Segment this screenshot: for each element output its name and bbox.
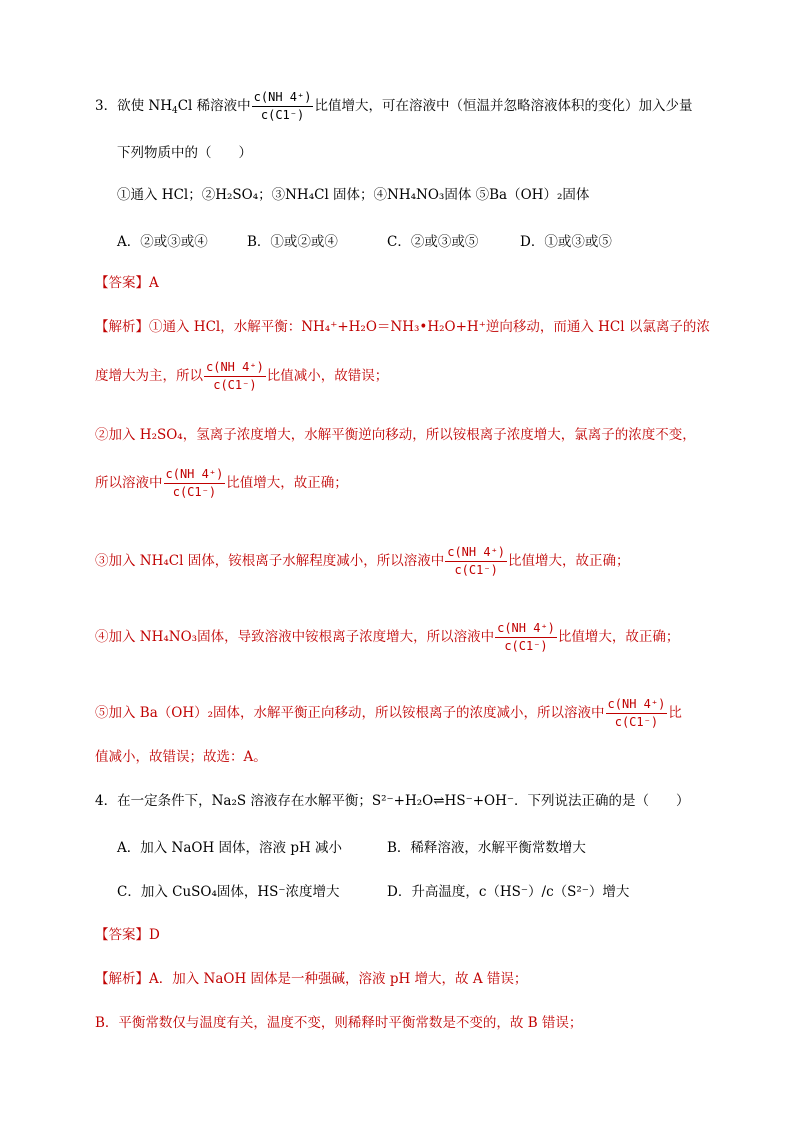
q4-analysis-b: B．平衡常数仅与温度有关，温度不变，则稀释时平衡常数是不变的，故 B 错误； — [95, 1015, 583, 1031]
ratio-fraction — [204, 360, 266, 393]
q3-analysis-1-line2 — [95, 360, 388, 393]
q4-analysis-a-text: A．加入 NaOH 固体是一种强碱，溶液 pH 增大，故 A 错误； — [149, 971, 528, 987]
q3-analysis-5-line1 — [95, 697, 682, 730]
q3-stem-part-c: 比值增大，可在溶液中（恒温并忽略溶液体积的变化）加入少量 — [314, 98, 693, 114]
q3-analysis-1-part-a: 度增大为主，所以 — [95, 368, 203, 384]
q3-analysis-3-part-a: ③加入 NH₄Cl 固体，铵根离子水解程度减小，所以溶液中 — [95, 553, 445, 569]
fraction-numerator: c(NH 4⁺) — [445, 545, 507, 562]
q3-analysis-1-part-b: 比值减小，故错误； — [266, 368, 389, 384]
q3-option-c: C．②或③或⑤ — [387, 234, 479, 250]
fraction-numerator: c(NH 4⁺) — [164, 467, 226, 484]
q3-analysis-2-line2 — [95, 467, 348, 500]
q4-option-d: D．升高温度，c（HS⁻）/c（S²⁻）增大 — [387, 884, 630, 900]
fraction-denominator: c(C1⁻) — [614, 715, 659, 729]
q3-analysis-3-part-b: 比值增大，故正确； — [508, 553, 630, 569]
q3-option-d: D．①或③或⑤ — [520, 234, 612, 250]
q3-analysis-2-line1: ②加入 H₂SO₄，氢离子浓度增大，水解平衡逆向移动，所以铵根离子浓度增大，氯离子的浓度不变， — [95, 427, 696, 443]
q4-stem: 4．在一定条件下，Na₂S 溶液存在水解平衡；S²⁻+H₂O⇌HS⁻+OH⁻．下列说法正确的是（ ） — [95, 793, 690, 809]
ratio-fraction — [495, 621, 557, 654]
q4-answer-value: D — [149, 927, 160, 943]
q3-analysis-4-part-a: ④加入 NH₄NO₃固体，导致溶液中铵根离子浓度增大，所以溶液中 — [95, 629, 495, 645]
fraction-numerator: c(NH 4⁺) — [204, 360, 266, 377]
q4-answer-line — [95, 926, 160, 944]
q4-option-c: C．加入 CuSO₄固体，HS⁻浓度增大 — [117, 884, 340, 900]
ratio-fraction — [164, 467, 226, 500]
fraction-numerator: c(NH 4⁺) — [252, 90, 314, 107]
fraction-denominator: c(C1⁻) — [260, 108, 305, 122]
answer-tag: 【答案】 — [95, 275, 149, 291]
q3-analysis-2-part-a: 所以溶液中 — [95, 475, 163, 491]
q3-stem-line1 — [95, 90, 692, 123]
q3-stem-part-b: Cl 稀溶液中 — [177, 98, 251, 114]
q3-stem-line2: 下列物质中的（ ） — [117, 145, 252, 161]
q3-analysis-5-part-b: 比 — [668, 705, 682, 721]
q3-analysis-3 — [95, 545, 630, 578]
ratio-fraction — [445, 545, 507, 578]
q3-analysis-1-line1 — [95, 318, 710, 336]
q4-analysis-a — [95, 970, 527, 988]
answer-tag: 【答案】 — [95, 927, 149, 943]
q3-stem-sub: 4 — [171, 106, 178, 116]
q3-answer-value: A — [149, 275, 159, 291]
q3-answer-line — [95, 274, 159, 292]
analysis-tag: 【解析】 — [95, 971, 149, 987]
analysis-tag: 【解析】 — [95, 319, 149, 335]
fraction-numerator: c(NH 4⁺) — [495, 621, 557, 638]
q3-stem-part-a: 3．欲使 NH — [95, 98, 172, 114]
q3-analysis-5-part-a: ⑤加入 Ba（OH）₂固体，水解平衡正向移动，所以铵根离子的浓度减小，所以溶液中 — [95, 705, 605, 721]
fraction-denominator: c(C1⁻) — [213, 378, 257, 392]
q3-items: ①通入 HCl；②H₂SO₄；③NH₄Cl 固体；④NH₄NO₃固体 ⑤Ba（OH）₂固体 — [117, 187, 590, 203]
fraction-denominator: c(C1⁻) — [454, 563, 498, 577]
fraction-denominator: c(C1⁻) — [172, 485, 217, 499]
q4-option-b: B．稀释溶液，水解平衡常数增大 — [387, 840, 586, 856]
q3-analysis-4-part-b: 比值增大，故正确； — [557, 629, 680, 645]
q4-option-a: A．加入 NaOH 固体，溶液 pH 减小 — [117, 840, 343, 856]
q3-analysis-2-part-b: 比值增大，故正确； — [226, 475, 348, 491]
q3-option-a: A．②或③或④ — [117, 234, 208, 250]
fraction-numerator: c(NH 4⁺) — [606, 697, 668, 714]
fraction-denominator: c(C1⁻) — [504, 639, 548, 653]
q3-analysis-4 — [95, 621, 679, 654]
q3-analysis-5-line2: 值减小，故错误；故选：A。 — [95, 749, 267, 765]
q3-analysis-1-text: ①通入 HCl，水解平衡：NH₄⁺+H₂O＝NH₃•H₂O+H⁺逆向移动，而通入 HCl 以氯离子的浓 — [149, 319, 710, 335]
ratio-fraction — [606, 697, 668, 730]
q3-option-b: B．①或②或④ — [247, 234, 338, 250]
ratio-fraction — [252, 90, 314, 123]
